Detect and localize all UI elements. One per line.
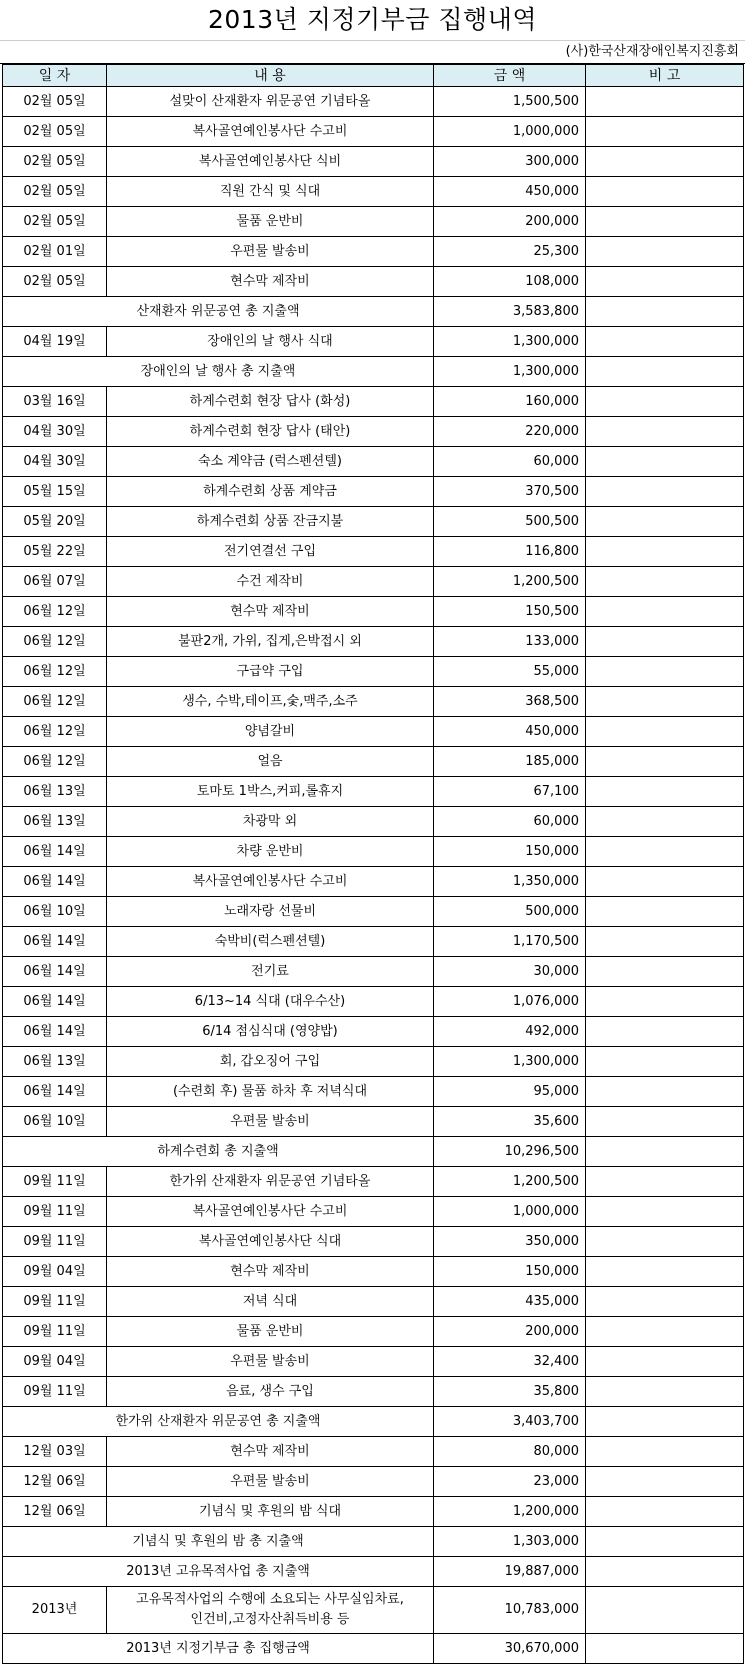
amount-cell: 200,000 (434, 207, 586, 237)
note-cell (586, 1047, 744, 1077)
table-row (3, 1467, 744, 1497)
note-cell (586, 1634, 744, 1664)
amount-cell: 1,000,000 (434, 1197, 586, 1227)
date-cell: 06월 10일 (3, 1107, 107, 1137)
date-cell: 02월 05일 (3, 267, 107, 297)
description-cell: 6/14 점심식대 (영양밥) (107, 1017, 434, 1047)
amount-cell: 10,783,000 (434, 1587, 586, 1634)
date-cell: 02월 05일 (3, 117, 107, 147)
description-cell: 현수막 제작비 (107, 267, 434, 297)
note-cell (586, 1227, 744, 1257)
description-cell (107, 1587, 434, 1634)
description-cell: 양념갈비 (107, 717, 434, 747)
description-cell: 구급약 구입 (107, 657, 434, 687)
amount-cell: 108,000 (434, 267, 586, 297)
amount-cell: 492,000 (434, 1017, 586, 1047)
date-cell: 06월 12일 (3, 657, 107, 687)
amount-cell: 500,000 (434, 897, 586, 927)
amount-cell: 1,000,000 (434, 117, 586, 147)
date-cell: 09월 11일 (3, 1227, 107, 1257)
note-cell (586, 897, 744, 927)
amount-cell: 67,100 (434, 777, 586, 807)
table-row (3, 867, 744, 897)
date-cell: 06월 14일 (3, 927, 107, 957)
subtotal-label: 산재환자 위문공연 총 지출액 (3, 297, 434, 327)
description-cell: 전기료 (107, 957, 434, 987)
date-cell: 03월 16일 (3, 387, 107, 417)
note-cell (586, 837, 744, 867)
note-cell (586, 207, 744, 237)
table-row (3, 1437, 744, 1467)
date-cell: 06월 13일 (3, 807, 107, 837)
note-cell (586, 297, 744, 327)
note-cell (586, 1287, 744, 1317)
description-cell: 음료, 생수 구입 (107, 1377, 434, 1407)
table-row (3, 1257, 744, 1287)
date-cell: 09월 04일 (3, 1347, 107, 1377)
note-cell (586, 1437, 744, 1467)
subtotal-label: 장애인의 날 행사 총 지출액 (3, 357, 434, 387)
amount-cell: 370,500 (434, 477, 586, 507)
subtotal-row (3, 297, 744, 327)
note-cell (586, 807, 744, 837)
description-cell: 복사골연예인봉사단 수고비 (107, 117, 434, 147)
table-row (3, 1227, 744, 1257)
description-cell: 장애인의 날 행사 식대 (107, 327, 434, 357)
description-cell: 복사골연예인봉사단 수고비 (107, 1197, 434, 1227)
note-cell (586, 147, 744, 177)
date-cell: 02월 01일 (3, 237, 107, 267)
subtotal-row (3, 1557, 744, 1587)
table-row (3, 417, 744, 447)
date-cell: 06월 07일 (3, 567, 107, 597)
note-cell (586, 1407, 744, 1437)
description-cell: 6/13~14 식대 (대우수산) (107, 987, 434, 1017)
description-cell: 현수막 제작비 (107, 597, 434, 627)
header-amount: 금 액 (434, 65, 586, 87)
date-cell: 09월 11일 (3, 1167, 107, 1197)
note-cell (586, 687, 744, 717)
note-cell (586, 1377, 744, 1407)
note-cell (586, 117, 744, 147)
date-cell: 09월 11일 (3, 1377, 107, 1407)
amount-cell: 95,000 (434, 1077, 586, 1107)
date-cell: 06월 12일 (3, 717, 107, 747)
table-row (3, 477, 744, 507)
amount-cell: 60,000 (434, 807, 586, 837)
description-cell: 현수막 제작비 (107, 1257, 434, 1287)
date-cell: 02월 05일 (3, 147, 107, 177)
description-cell: 생수, 수박,테이프,숯,맥주,소주 (107, 687, 434, 717)
table-row (3, 747, 744, 777)
description-cell: 숙소 계약금 (럭스펜션텔) (107, 447, 434, 477)
page-title: 2013년 지정기부금 집행내역 (207, 5, 538, 34)
date-cell: 05월 22일 (3, 537, 107, 567)
expenditure-table (2, 64, 744, 1664)
description-cell: 기념식 및 후원의 밤 식대 (107, 1497, 434, 1527)
description-cell: 숙박비(럭스펜션텔) (107, 927, 434, 957)
note-cell (586, 1107, 744, 1137)
note-cell (586, 1197, 744, 1227)
amount-cell: 500,500 (434, 507, 586, 537)
description-cell: 노래자랑 선물비 (107, 897, 434, 927)
note-cell (586, 387, 744, 417)
description-cell: 우편물 발송비 (107, 237, 434, 267)
note-cell (586, 1137, 744, 1167)
amount-cell: 25,300 (434, 237, 586, 267)
description-cell: 복사골연예인봉사단 수고비 (107, 867, 434, 897)
table-row (3, 177, 744, 207)
description-cell: 우편물 발송비 (107, 1467, 434, 1497)
date-cell: 04월 19일 (3, 327, 107, 357)
description-cell: 차광막 외 (107, 807, 434, 837)
table-row (3, 507, 744, 537)
table-row (3, 597, 744, 627)
description-cell: 수건 제작비 (107, 567, 434, 597)
amount-cell: 450,000 (434, 717, 586, 747)
table-row (3, 897, 744, 927)
table-row (3, 267, 744, 297)
subtotal-amount: 3,403,700 (434, 1407, 586, 1437)
subtotal-amount: 30,670,000 (434, 1634, 586, 1664)
date-cell: 12월 06일 (3, 1467, 107, 1497)
table-row (3, 1047, 744, 1077)
table-row (3, 327, 744, 357)
date-cell: 06월 13일 (3, 1047, 107, 1077)
amount-cell: 1,170,500 (434, 927, 586, 957)
note-cell (586, 1587, 744, 1634)
date-cell: 05월 20일 (3, 507, 107, 537)
description-line-2: 인건비,고정자산취득비용 등 (190, 1612, 350, 1627)
note-cell (586, 957, 744, 987)
amount-cell: 1,500,500 (434, 87, 586, 117)
note-cell (586, 927, 744, 957)
subtotal-label: 2013년 지정기부금 총 집행금액 (3, 1634, 434, 1664)
subtotal-amount: 3,583,800 (434, 297, 586, 327)
table-row (3, 1317, 744, 1347)
table-row (3, 237, 744, 267)
amount-cell: 1,300,000 (434, 1047, 586, 1077)
description-cell: 물품 운반비 (107, 1317, 434, 1347)
note-cell (586, 1257, 744, 1287)
description-cell: 하계수련회 현장 답사 (화성) (107, 387, 434, 417)
note-cell (586, 867, 744, 897)
table-row (3, 927, 744, 957)
amount-cell: 23,000 (434, 1467, 586, 1497)
note-cell (586, 1467, 744, 1497)
date-cell: 02월 05일 (3, 207, 107, 237)
subtotal-amount: 1,303,000 (434, 1527, 586, 1557)
table-row (3, 1017, 744, 1047)
subtotal-row (3, 1407, 744, 1437)
date-cell: 06월 14일 (3, 1017, 107, 1047)
date-cell: 02월 05일 (3, 177, 107, 207)
table-row (3, 957, 744, 987)
date-cell: 06월 12일 (3, 597, 107, 627)
table-row (3, 777, 744, 807)
table-row (3, 1287, 744, 1317)
date-cell: 04월 30일 (3, 447, 107, 477)
table-body (3, 87, 744, 1664)
table-row (3, 207, 744, 237)
amount-cell: 350,000 (434, 1227, 586, 1257)
note-cell (586, 1527, 744, 1557)
organization-name: (사)한국산재장애인복지진흥회 (565, 44, 739, 59)
description-cell: 저녁 식대 (107, 1287, 434, 1317)
table-row (3, 657, 744, 687)
amount-cell: 35,800 (434, 1377, 586, 1407)
note-cell (586, 417, 744, 447)
table-row (3, 1347, 744, 1377)
description-cell: (수련회 후) 물품 하차 후 저녁식대 (107, 1077, 434, 1107)
subtotal-row (3, 1527, 744, 1557)
table-row (3, 687, 744, 717)
table-row (3, 1077, 744, 1107)
amount-cell: 450,000 (434, 177, 586, 207)
description-cell: 불판2개, 가위, 집게,은박접시 외 (107, 627, 434, 657)
date-cell: 06월 13일 (3, 777, 107, 807)
amount-cell: 116,800 (434, 537, 586, 567)
subtotal-label: 하계수련회 총 지출액 (3, 1137, 434, 1167)
description-cell: 회, 갑오징어 구입 (107, 1047, 434, 1077)
description-line-1: 고유목적사업의 수행에 소요되는 사무실임차료, (136, 1592, 404, 1607)
date-cell: 12월 06일 (3, 1497, 107, 1527)
note-cell (586, 1167, 744, 1197)
note-cell (586, 447, 744, 477)
note-cell (586, 987, 744, 1017)
date-cell: 06월 10일 (3, 897, 107, 927)
table-row (3, 387, 744, 417)
date-cell: 05월 15일 (3, 477, 107, 507)
overhead-row (3, 1587, 744, 1634)
table-row (3, 447, 744, 477)
table-row (3, 117, 744, 147)
description-cell: 얼음 (107, 747, 434, 777)
note-cell (586, 1497, 744, 1527)
amount-cell: 1,200,000 (434, 1497, 586, 1527)
table-row (3, 87, 744, 117)
date-cell: 06월 12일 (3, 687, 107, 717)
note-cell (586, 627, 744, 657)
subtotal-amount: 10,296,500 (434, 1137, 586, 1167)
date-cell: 09월 11일 (3, 1197, 107, 1227)
table-row (3, 717, 744, 747)
date-cell: 09월 11일 (3, 1317, 107, 1347)
note-cell (586, 597, 744, 627)
description-cell: 하계수련회 상품 잔금지불 (107, 507, 434, 537)
date-cell: 09월 11일 (3, 1287, 107, 1317)
note-cell (586, 237, 744, 267)
amount-cell: 368,500 (434, 687, 586, 717)
date-cell: 06월 12일 (3, 627, 107, 657)
subtotal-row (3, 1634, 744, 1664)
amount-cell: 35,600 (434, 1107, 586, 1137)
table-row (3, 1167, 744, 1197)
date-cell: 06월 14일 (3, 987, 107, 1017)
subtotal-row (3, 357, 744, 387)
description-cell: 하계수련회 현장 답사 (태안) (107, 417, 434, 447)
date-cell: 12월 03일 (3, 1437, 107, 1467)
subtotal-label: 한가위 산재환자 위문공연 총 지출액 (3, 1407, 434, 1437)
note-cell (586, 747, 744, 777)
table-row (3, 807, 744, 837)
description-cell: 설맞이 산재환자 위문공연 기념타올 (107, 87, 434, 117)
subtotal-amount: 19,887,000 (434, 1557, 586, 1587)
description-cell: 전기연결선 구입 (107, 537, 434, 567)
description-cell: 물품 운반비 (107, 207, 434, 237)
note-cell (586, 567, 744, 597)
table-row (3, 837, 744, 867)
header-date: 일 자 (3, 65, 107, 87)
amount-cell: 435,000 (434, 1287, 586, 1317)
note-cell (586, 1317, 744, 1347)
note-cell (586, 477, 744, 507)
note-cell (586, 537, 744, 567)
date-cell: 02월 05일 (3, 87, 107, 117)
description-cell: 우편물 발송비 (107, 1107, 434, 1137)
subtotal-label: 기념식 및 후원의 밤 총 지출액 (3, 1527, 434, 1557)
amount-cell: 55,000 (434, 657, 586, 687)
note-cell (586, 1017, 744, 1047)
amount-cell: 60,000 (434, 447, 586, 477)
amount-cell: 1,350,000 (434, 867, 586, 897)
note-cell (586, 87, 744, 117)
note-cell (586, 507, 744, 537)
amount-cell: 185,000 (434, 747, 586, 777)
note-cell (586, 717, 744, 747)
date-cell: 06월 14일 (3, 837, 107, 867)
table-row (3, 627, 744, 657)
table-row (3, 1377, 744, 1407)
description-cell: 복사골연예인봉사단 식비 (107, 147, 434, 177)
note-cell (586, 657, 744, 687)
date-cell: 06월 14일 (3, 957, 107, 987)
note-cell (586, 1077, 744, 1107)
description-cell: 복사골연예인봉사단 식대 (107, 1227, 434, 1257)
subtotal-row (3, 1137, 744, 1167)
note-cell (586, 177, 744, 207)
date-cell: 04월 30일 (3, 417, 107, 447)
note-cell (586, 777, 744, 807)
table-row (3, 1497, 744, 1527)
amount-cell: 150,000 (434, 1257, 586, 1287)
description-cell: 하계수련회 상품 계약금 (107, 477, 434, 507)
note-cell (586, 1557, 744, 1587)
description-cell: 한가위 산재환자 위문공연 기념타올 (107, 1167, 434, 1197)
amount-cell: 32,400 (434, 1347, 586, 1377)
table-row (3, 987, 744, 1017)
table-row (3, 537, 744, 567)
description-cell: 현수막 제작비 (107, 1437, 434, 1467)
note-cell (586, 357, 744, 387)
table-row (3, 567, 744, 597)
amount-cell: 30,000 (434, 957, 586, 987)
date-cell: 06월 14일 (3, 867, 107, 897)
amount-cell: 133,000 (434, 627, 586, 657)
date-cell: 2013년 (3, 1587, 107, 1634)
amount-cell: 1,200,500 (434, 567, 586, 597)
description-cell: 직원 간식 및 식대 (107, 177, 434, 207)
date-cell: 06월 14일 (3, 1077, 107, 1107)
header-note: 비 고 (586, 65, 744, 87)
amount-cell: 200,000 (434, 1317, 586, 1347)
description-cell: 우편물 발송비 (107, 1347, 434, 1377)
organization-row (0, 40, 745, 64)
table-row (3, 1107, 744, 1137)
amount-cell: 1,300,000 (434, 327, 586, 357)
amount-cell: 160,000 (434, 387, 586, 417)
date-cell: 09월 04일 (3, 1257, 107, 1287)
subtotal-amount: 1,300,000 (434, 357, 586, 387)
amount-cell: 150,500 (434, 597, 586, 627)
table-row (3, 1197, 744, 1227)
amount-cell: 80,000 (434, 1437, 586, 1467)
table-row (3, 147, 744, 177)
amount-cell: 300,000 (434, 147, 586, 177)
subtotal-label: 2013년 고유목적사업 총 지출액 (3, 1557, 434, 1587)
note-cell (586, 267, 744, 297)
note-cell (586, 1347, 744, 1377)
amount-cell: 220,000 (434, 417, 586, 447)
amount-cell: 1,076,000 (434, 987, 586, 1017)
description-cell: 토마토 1박스,커피,롤휴지 (107, 777, 434, 807)
header-description: 내 용 (107, 65, 434, 87)
amount-cell: 1,200,500 (434, 1167, 586, 1197)
table-header-row (3, 65, 744, 87)
amount-cell: 150,000 (434, 837, 586, 867)
date-cell: 06월 12일 (3, 747, 107, 777)
note-cell (586, 327, 744, 357)
description-cell: 차량 운반비 (107, 837, 434, 867)
